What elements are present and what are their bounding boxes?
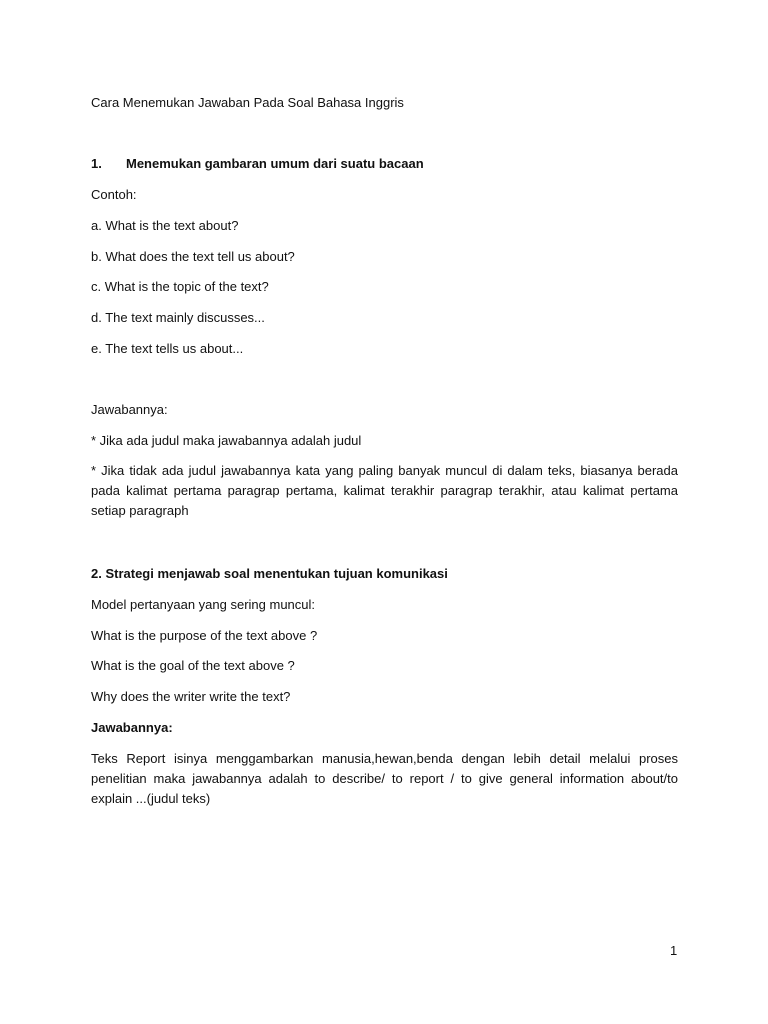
section1-heading: [91, 154, 424, 174]
document-title: Cara Menemukan Jawaban Pada Soal Bahasa Inggris: [91, 95, 404, 110]
question-label: Model pertanyaan yang sering muncul:: [91, 597, 316, 612]
question-item-3: Why does the writer write the text?: [91, 689, 291, 704]
section1-answer-label: Jawabannya:: [91, 402, 168, 417]
example-item-b: b. What does the text tell us about?: [91, 249, 295, 264]
question-item-1: What is the purpose of the text above ?: [91, 628, 318, 643]
section2-answer-label: Jawabannya:: [91, 720, 173, 735]
section2-answer-text: Teks Report isinya menggambarkan manusia,hewan,benda dengan lebih detail melalui proses penelitian maka jawabannya adalah to describe/ to report / to give general information about/to explain ...(judul teks): [91, 751, 678, 806]
answer-item-2: * Jika tidak ada judul jawabannya kata yang paling banyak muncul di dalam teks, biasanya berada pada kalimat pertama paragrap pertama, kalimat terakhir paragrap terakhir, atau kalimat pertama setiap paragraph: [91, 463, 678, 518]
section1-heading-text: Menemukan gambaran umum dari suatu bacaan: [126, 156, 424, 171]
section1-number: 1.: [91, 156, 102, 171]
example-item-a: a. What is the text about?: [91, 218, 239, 233]
answer-item-1: * Jika ada judul maka jawabannya adalah judul: [91, 433, 362, 448]
example-label: Contoh:: [91, 187, 137, 202]
example-item-d: d. The text mainly discusses...: [91, 310, 265, 325]
example-item-e: e. The text tells us about...: [91, 341, 244, 356]
example-item-c: c. What is the topic of the text?: [91, 279, 269, 294]
question-item-2: What is the goal of the text above ?: [91, 658, 295, 673]
section2-heading: 2. Strategi menjawab soal menentukan tujuan komunikasi: [91, 566, 448, 581]
page-number: 1: [670, 943, 678, 958]
